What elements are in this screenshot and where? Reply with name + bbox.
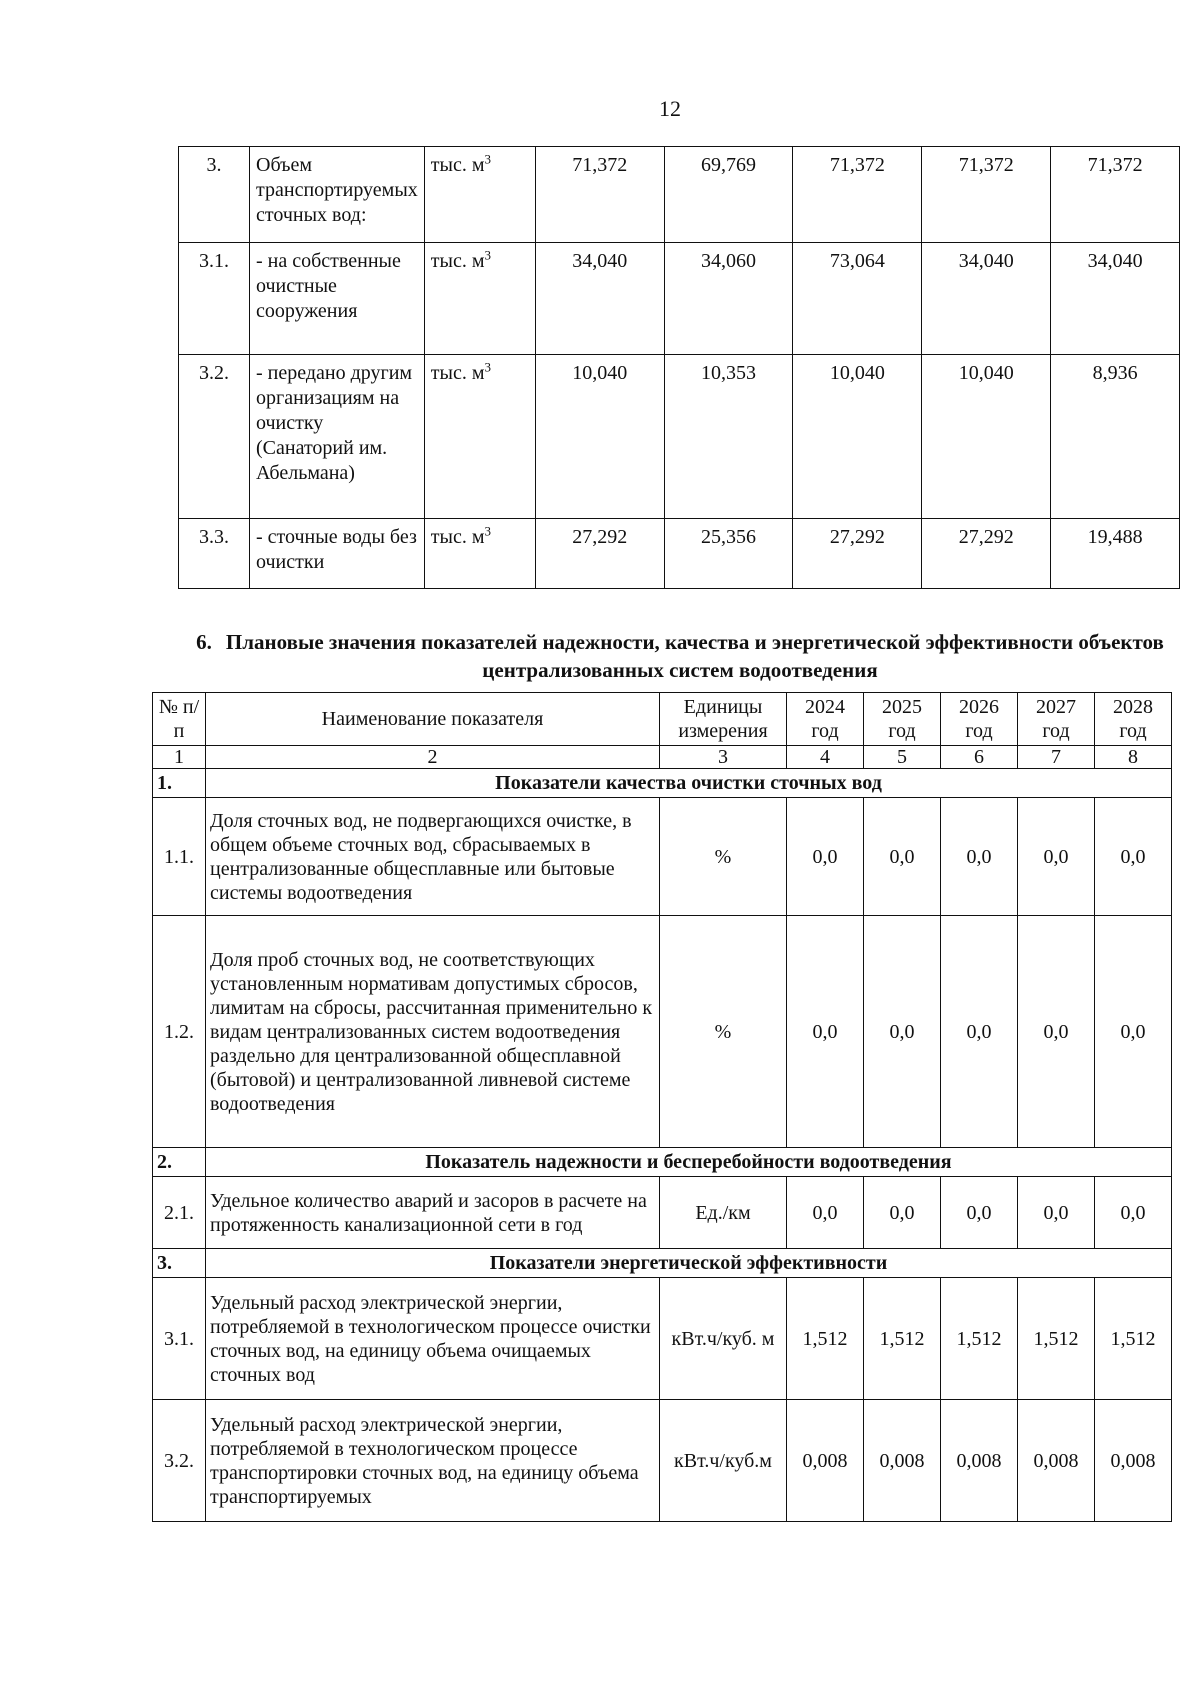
column-index-row — [153, 746, 1172, 769]
col-index-8: 8 — [1095, 746, 1172, 769]
section-number: 6. — [196, 630, 212, 654]
indicators-table — [152, 692, 1172, 1522]
row-value: 19,488 — [1051, 519, 1180, 589]
row-value: 10,040 — [793, 355, 922, 519]
section-number: 3. — [153, 1249, 206, 1278]
row-name: Объем транспортируемых сточных вод: — [250, 147, 425, 243]
row-value: 69,769 — [664, 147, 793, 243]
volume-row — [179, 355, 1180, 519]
table-header-row — [153, 693, 1172, 746]
indicator-number: 1.1. — [153, 798, 206, 916]
indicator-value: 0,008 — [941, 1400, 1018, 1522]
row-value: 34,040 — [922, 243, 1051, 355]
section-row — [153, 769, 1172, 798]
indicator-name: Доля проб сточных вод, не соответствующих установленным нормативам допустимых сбросов, лимитам на сбросы, рассчитанная применительно к видам централизованных систем водоотведения раздельно для централизованной общесплавной (бытовой) и централизованной ливневой системе водоотведения — [206, 916, 660, 1148]
row-unit — [424, 355, 535, 519]
indicator-value: 1,512 — [941, 1278, 1018, 1400]
indicator-row — [153, 1400, 1172, 1522]
col-index-2: 2 — [206, 746, 660, 769]
unit-text: тыс. м — [430, 362, 485, 384]
row-value: 34,060 — [664, 243, 793, 355]
unit-text: тыс. м — [430, 250, 485, 272]
section-heading — [180, 628, 1180, 684]
indicator-value: 0,0 — [1018, 1177, 1095, 1249]
row-value: 25,356 — [664, 519, 793, 589]
section-title: Показатели качества очистки сточных вод — [206, 769, 1172, 798]
row-number: 3.1. — [179, 243, 250, 355]
section-number: 1. — [153, 769, 206, 798]
indicator-value: 0,0 — [787, 916, 864, 1148]
unit-exponent: 3 — [484, 359, 491, 375]
indicator-name: Удельный расход электрической энергии, потребляемой в технологическом процессе транспортировки сточных вод, на единицу объема транспортируемых — [206, 1400, 660, 1522]
transport-volume-table — [178, 146, 1180, 589]
indicator-value: 1,512 — [864, 1278, 941, 1400]
indicator-value: 0,0 — [941, 1177, 1018, 1249]
col-index-3: 3 — [660, 746, 787, 769]
row-value: 73,064 — [793, 243, 922, 355]
col-index-1: 1 — [153, 746, 206, 769]
row-value: 10,040 — [922, 355, 1051, 519]
indicator-value: 0,0 — [941, 916, 1018, 1148]
row-number: 3.2. — [179, 355, 250, 519]
indicator-value: 0,0 — [941, 798, 1018, 916]
row-value: 71,372 — [793, 147, 922, 243]
row-value: 34,040 — [1051, 243, 1180, 355]
col-index-4: 4 — [787, 746, 864, 769]
unit-text: тыс. м — [430, 526, 485, 548]
section-row — [153, 1249, 1172, 1278]
header-year-2027: 2027 год — [1018, 693, 1095, 746]
unit-exponent: 3 — [484, 151, 491, 167]
indicator-row — [153, 916, 1172, 1148]
row-number: 3.3. — [179, 519, 250, 589]
indicator-value: 0,0 — [787, 1177, 864, 1249]
row-name: - на собственные очистные сооружения — [250, 243, 425, 355]
col-index-5: 5 — [864, 746, 941, 769]
indicator-number: 3.1. — [153, 1278, 206, 1400]
indicator-value: 0,008 — [787, 1400, 864, 1522]
row-unit — [424, 519, 535, 589]
row-value: 34,040 — [535, 243, 664, 355]
indicator-value: 0,0 — [1095, 916, 1172, 1148]
indicator-row — [153, 798, 1172, 916]
unit-text: тыс. м — [430, 154, 485, 176]
indicator-unit: % — [660, 916, 787, 1148]
indicator-unit: кВт.ч/куб. м — [660, 1278, 787, 1400]
indicator-value: 1,512 — [1018, 1278, 1095, 1400]
row-value: 27,292 — [793, 519, 922, 589]
volume-row — [179, 519, 1180, 589]
indicator-number: 3.2. — [153, 1400, 206, 1522]
header-name: Наименование показателя — [206, 693, 660, 746]
header-year-2028: 2028 год — [1095, 693, 1172, 746]
row-name: - передано другим организациям на очистку (Санаторий им. Абельмана) — [250, 355, 425, 519]
indicator-value: 0,0 — [864, 798, 941, 916]
row-value: 71,372 — [535, 147, 664, 243]
indicator-value: 1,512 — [787, 1278, 864, 1400]
row-value: 10,040 — [535, 355, 664, 519]
row-name: - сточные воды без очистки — [250, 519, 425, 589]
indicator-value: 0,0 — [864, 916, 941, 1148]
row-number: 3. — [179, 147, 250, 243]
header-year-2024: 2024 год — [787, 693, 864, 746]
col-index-6: 6 — [941, 746, 1018, 769]
header-num: № п/п — [153, 693, 206, 746]
section-title: Показатель надежности и бесперебойности водоотведения — [206, 1148, 1172, 1177]
indicator-unit: Ед./км — [660, 1177, 787, 1249]
indicator-row — [153, 1278, 1172, 1400]
indicator-row — [153, 1177, 1172, 1249]
section-title: Плановые значения показателей надежности, качества и энергетической эффективности объектов централизованных систем водоотведения — [225, 630, 1164, 682]
section-number: 2. — [153, 1148, 206, 1177]
indicator-value: 0,0 — [1018, 798, 1095, 916]
indicator-value: 0,0 — [1018, 916, 1095, 1148]
indicator-name: Удельное количество аварий и засоров в расчете на протяженность канализационной сети в год — [206, 1177, 660, 1249]
row-value: 27,292 — [535, 519, 664, 589]
row-value: 71,372 — [922, 147, 1051, 243]
indicator-value: 0,008 — [1095, 1400, 1172, 1522]
header-unit: Единицы измерения — [660, 693, 787, 746]
indicator-unit: % — [660, 798, 787, 916]
indicator-value: 1,512 — [1095, 1278, 1172, 1400]
indicator-value: 0,0 — [864, 1177, 941, 1249]
indicator-name: Удельный расход электрической энергии, потребляемой в технологическом процессе очистки сточных вод, на единицу объема очищаемых сточных вод — [206, 1278, 660, 1400]
row-value: 10,353 — [664, 355, 793, 519]
indicator-value: 0,0 — [1095, 798, 1172, 916]
indicator-name: Доля сточных вод, не подвергающихся очистке, в общем объеме сточных вод, сбрасываемых в централизованные общесплавные или бытовые системы водоотведения — [206, 798, 660, 916]
volume-row — [179, 147, 1180, 243]
indicator-value: 0,0 — [1095, 1177, 1172, 1249]
indicator-number: 2.1. — [153, 1177, 206, 1249]
row-value: 27,292 — [922, 519, 1051, 589]
row-unit — [424, 147, 535, 243]
unit-exponent: 3 — [484, 247, 491, 263]
header-year-2026: 2026 год — [941, 693, 1018, 746]
indicator-number: 1.2. — [153, 916, 206, 1148]
row-unit — [424, 243, 535, 355]
row-value: 71,372 — [1051, 147, 1180, 243]
indicator-unit: кВт.ч/куб.м — [660, 1400, 787, 1522]
page-number: 12 — [659, 96, 681, 121]
indicator-value: 0,008 — [1018, 1400, 1095, 1522]
col-index-7: 7 — [1018, 746, 1095, 769]
unit-exponent: 3 — [484, 523, 491, 539]
volume-row — [179, 243, 1180, 355]
indicator-value: 0,0 — [787, 798, 864, 916]
row-value: 8,936 — [1051, 355, 1180, 519]
section-row — [153, 1148, 1172, 1177]
indicator-value: 0,008 — [864, 1400, 941, 1522]
section-title: Показатели энергетической эффективности — [206, 1249, 1172, 1278]
header-year-2025: 2025 год — [864, 693, 941, 746]
